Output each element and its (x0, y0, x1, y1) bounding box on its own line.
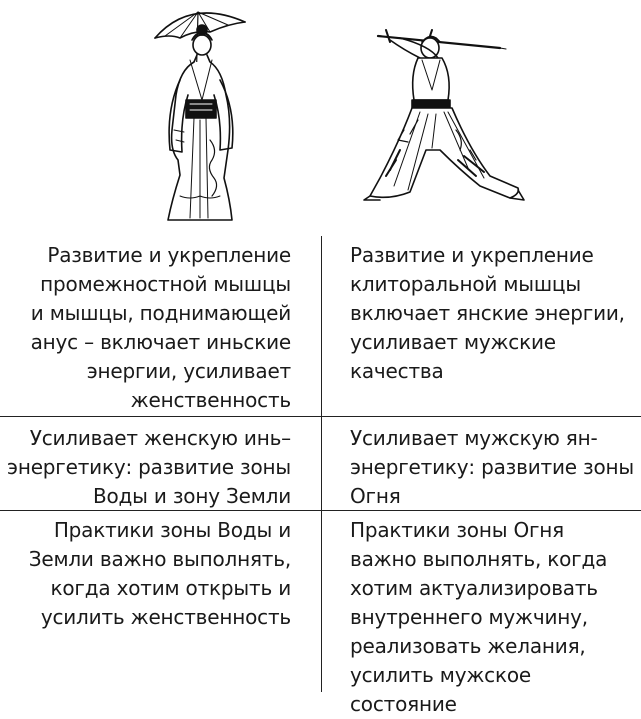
row2-right-cell: Усиливает мужскую ян- энергетику: развитие зоны Огня (350, 426, 634, 508)
geisha-illustration (150, 0, 250, 225)
row1-right-cell: Развитие и укрепление клиторальной мышцы включает янские энергии, усиливает мужские качества (350, 243, 625, 383)
row2-left-cell: Усиливает женскую инь– энергетику: развитие зоны Воды и зону Земли (7, 426, 291, 508)
row-divider (0, 416, 641, 417)
samurai-illustration (360, 0, 530, 210)
row1-left-cell: Развитие и укрепление промежностной мышцы и мышцы, поднимающей анус – включает иньские энергии, усиливает женственность (30, 243, 291, 412)
row3-left-cell: Практики зоны Воды и Земли важно выполнять, когда хотим открыть и усилить женственность (28, 518, 291, 629)
column-divider (321, 236, 322, 692)
row3-right-cell: Практики зоны Огня важно выполнять, когда хотим актуализировать внутреннего мужчину, реализовать желания, усилить мужское состояние (350, 518, 608, 716)
